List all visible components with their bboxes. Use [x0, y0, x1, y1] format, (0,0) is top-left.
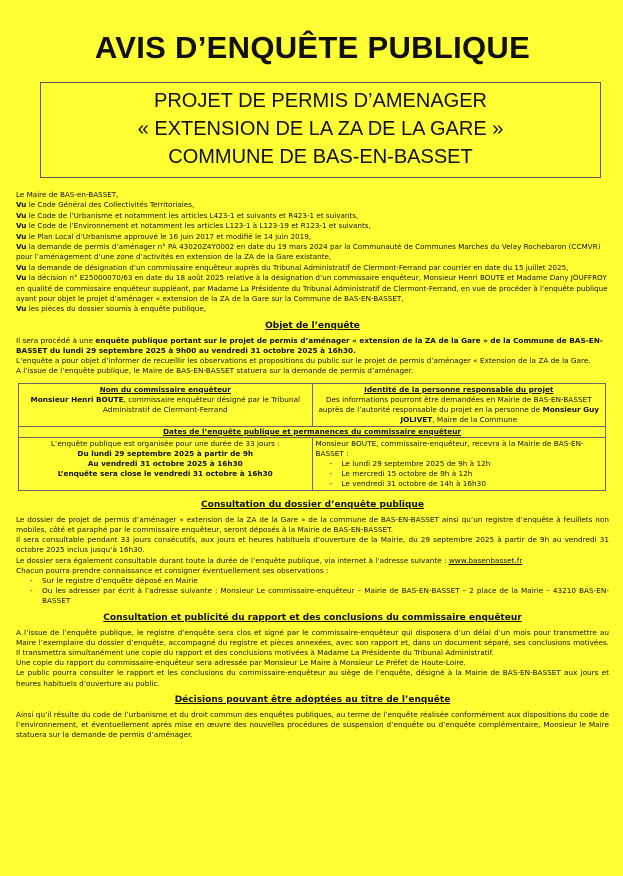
- vu-label: Vu: [16, 200, 27, 210]
- website-link[interactable]: www.basenbasset.fr: [448, 555, 523, 565]
- vu-label: Vu: [16, 221, 27, 231]
- rapport-paragraph-1: A l’issue de l’enquête publique, le registre d’enquête sera clos et signé par le commissaire-enquêteur qui disposera d’un délai d’un mois pour transmettre au Maire l’exemplaire du dossier d’enquête, accompagné du registre et pièces annexées, avec son rapport et, dans un document séparé, ses conclusions motivées. Il transmettra simultanément une copie du rapport et des conclusions motivées à Madame La Présidente du Tribunal Administratif.: [16, 627, 609, 657]
- permanence-item: - Le lundi 29 septembre 2025 de 9h à 12h: [342, 459, 603, 469]
- vu-label: Vu: [16, 304, 27, 314]
- intro-vu-3: Vu le Code de l’Environnement et notamment les articles L123-1 à L123-19 et R123-1 et suivants,: [16, 221, 371, 231]
- vu-label: Vu: [16, 262, 27, 272]
- objet-paragraph-2: L’enquête a pour objet d’informer de recueillir les observations et propositions du public sur le projet de permis d’aménager « Extension de la ZA de la Gare.: [16, 356, 591, 366]
- objet-section: [16, 336, 609, 377]
- objet-paragraph-3: A l’issue de l’enquête publique, le Maire de BAS-EN-BASSET statuera sur la demande de permis d’aménager.: [16, 366, 414, 376]
- rapport-paragraph-3: Le public pourra consulter le rapport et les conclusions du commissaire-enquêteur au siège de l’enquête, désigné à la Mairie de BAS-EN-BASSET aux jours et heures habituels d’ouverture au public.: [16, 668, 609, 688]
- consultation-heading: Consultation du dossier d’enquête publique: [201, 499, 424, 510]
- end-date: Au vendredi 31 octobre 2025 à 16h30: [87, 458, 243, 468]
- vu-label: Vu: [16, 242, 27, 252]
- consultation-section: [16, 515, 609, 607]
- commissaire-heading: Nom du commissaire enquêteur: [99, 384, 231, 394]
- intro-vu-7: Vu la décision n° E25000070/63 en date du 18 août 2025 relative à la désignation d’un commissaire enquêteur, Monsieur Henri BOUTE et Madame Dany JOUFFROY en qualité de commissaire enquêteur suppléant, par Madame La Présidente du Tribunal Administratif de Clermont-Ferrand, en vue de procéder à l’enquête publique ayant pour objet le projet d’aménager « extension de la ZA de la Gare sur la Commune de BAS-EN-BASSET,: [16, 273, 608, 304]
- permanences-cell: Monsieur BOUTE, commissaire-enquêteur, recevra à la Mairie de BAS-EN-BASSET : - Le lundi 29 septembre 2025 de 9h à 12h - Le mercredi 15 octobre de 9h à 12h - Le vendredi 31 octobre de 14h à 16h30: [312, 437, 606, 490]
- objet-paragraph-1: Il sera procédé à une enquête publique portant sur le projet de permis d’aménager « extension de la ZA de la Gare » de la Commune de BAS-EN-BASSET du lundi 29 septembre 2025 à 9h00 au vendredi 31 octobre 2025 à 16h30.: [16, 335, 603, 356]
- consultation-paragraph-2: Il sera consultable pendant 33 jours consécutifs, aux jours et heures habituels d’ouverture de la Mairie, du 29 septembre 2025 à partir de 9h au vendredi 31 octobre 2025 inclus jusqu’à 16h30.: [16, 535, 609, 555]
- responsable-heading: Identité de la personne responsable du projet: [364, 384, 554, 394]
- rapport-paragraph-2: Une copie du rapport du commissaire-enquêteur sera adressée par Monsieur Le Maire à Monsieur Le Préfet de Haute-Loire.: [16, 658, 466, 668]
- permanence-item: - Le mercredi 15 octobre de 9h à 12h: [342, 469, 603, 479]
- permanence-item: - Le vendredi 31 octobre de 14h à 16h30: [342, 479, 603, 489]
- decisions-paragraph-1: Ainsi qu’il résulte du code de l’urbanisme et du droit commun des enquêtes publiques, au terme de l’enquête réalisée conformément aux dispositions du code de l’environnement, et éventuellement après mise en œuvre des nouvelles procédures de suspension d’enquête ou d’enquête complémentaire, Monsieur le Maire statuera sur la demande de permis d’aménager.: [16, 709, 609, 740]
- observation-item: - Ou les adresser par écrit à l’adresse suivante : Monsieur Le commissaire-enquêteur – Mairie de BAS-EN-BASSET – 2 place de la Mairie – 43210 BAS-EN-BASSET: [42, 586, 609, 606]
- close-date: L’enquête sera close le vendredi 31 octobre à 16h30: [57, 468, 273, 478]
- project-line-3: COMMUNE DE BAS-EN-BASSET: [168, 146, 473, 168]
- intro-vu-5: Vu la demande de permis d’aménager n° PA 43020Z4Y0002 en date du 19 mars 2024 par la Communauté de Communes Marches du Velay Rochebaron (CCMVR) pour l’aménagement d’une zone d’activités en extension de la ZA de la Gare existante,: [16, 242, 601, 262]
- intro-vu-4: Vu le Plan Local d’Urbanisme approuvé le 16 juin 2017 et modifié le 14 juin 2019,: [16, 231, 312, 241]
- info-table: [18, 383, 606, 491]
- permanences-list: [316, 459, 603, 489]
- start-date: Du lundi 29 septembre 2025 à partir de 9h: [77, 448, 254, 458]
- rapport-section: [16, 628, 609, 689]
- commissaire-name: Monsieur Henri BOUTE: [30, 394, 124, 404]
- consultation-paragraph-3: Le dossier sera également consultable durant toute la durée de l’enquête publique, via internet à l’adresse suivante : www.basenbasset.fr: [16, 555, 523, 565]
- vu-label: Vu: [16, 231, 27, 241]
- intro-section: [16, 190, 609, 315]
- objet-heading: Objet de l’enquête: [265, 320, 360, 331]
- intro-vu-8: Vu les pièces du dossier soumis à enquête publique,: [16, 304, 207, 314]
- vu-label: Vu: [16, 273, 27, 283]
- intro-vu-6: Vu la demande de désignation d’un commissaire enquêteur auprès du Tribunal Administratif de Clermont-Ferrand par courrier en date du 15 juillet 2025,: [16, 262, 569, 272]
- responsable-name: Monsieur Guy JOLIVET: [400, 404, 600, 424]
- decisions-section: [16, 710, 609, 741]
- observation-list: [16, 576, 609, 607]
- commissaire-cell: Nom du commissaire enquêteur Monsieur Henri BOUTE, commissaire enquêteur désigné par le Tribunal Administratif de Clermont-Ferrand: [19, 383, 313, 426]
- observation-item: - Sur le registre d’enquête déposé en Mairie: [42, 576, 609, 586]
- project-box: [40, 82, 601, 178]
- dates-left-cell: L’enquête publique est organisée pour une durée de 33 jours : Du lundi 29 septembre 2025 à partir de 9h Au vendredi 31 octobre 2025 à 16h30 L’enquête sera close le vendredi 31 octobre à 16h30: [19, 437, 313, 490]
- decisions-heading: Décisions pouvant être adoptées au titre de l’enquête: [174, 694, 451, 705]
- intro-mayor: Le Maire de BAS-en-BASSET,: [16, 190, 119, 199]
- vu-label: Vu: [16, 210, 27, 220]
- consultation-paragraph-4: Chacun pourra prendre connaissance et consigner éventuellement ses observations :: [16, 565, 329, 575]
- project-line-2: « EXTENSION DE LA ZA DE LA GARE »: [137, 118, 504, 140]
- rapport-heading: Consultation et publicité du rapport et des conclusions du commissaire enquêteur: [103, 612, 522, 623]
- responsable-cell: Identité de la personne responsable du projet Des informations pourront être demandées en Mairie de BAS-EN-BASSET auprès de l’autorité responsable du projet en la personne de Monsieur Guy JOLIVET, Maire de la Commune: [312, 383, 606, 426]
- project-line-1: PROJET DE PERMIS D’AMENAGER: [153, 90, 488, 112]
- intro-vu-1: Vu le Code Général des Collectivités Territoriales,: [16, 200, 195, 210]
- consultation-paragraph-1: Le dossier de projet de permis d’aménager « extension de la ZA de la Gare » de la commune de BAS-EN-BASSET ainsi qu’un registre d’enquête à feuillets non mobiles, côté et paraphé par le commissaire enquêteur, seront déposés à la Mairie de BAS-EN-BASSET.: [16, 514, 609, 534]
- notice-title: AVIS D’ENQUÊTE PUBLIQUE: [94, 30, 531, 65]
- dates-heading: Dates de l’enquête publique et permanences du commissaire enquêteur: [19, 426, 606, 437]
- intro-vu-2: Vu le Code de l’Urbanisme et notamment les articles L423-1 et suivants et R423-1 et suivants,: [16, 210, 359, 220]
